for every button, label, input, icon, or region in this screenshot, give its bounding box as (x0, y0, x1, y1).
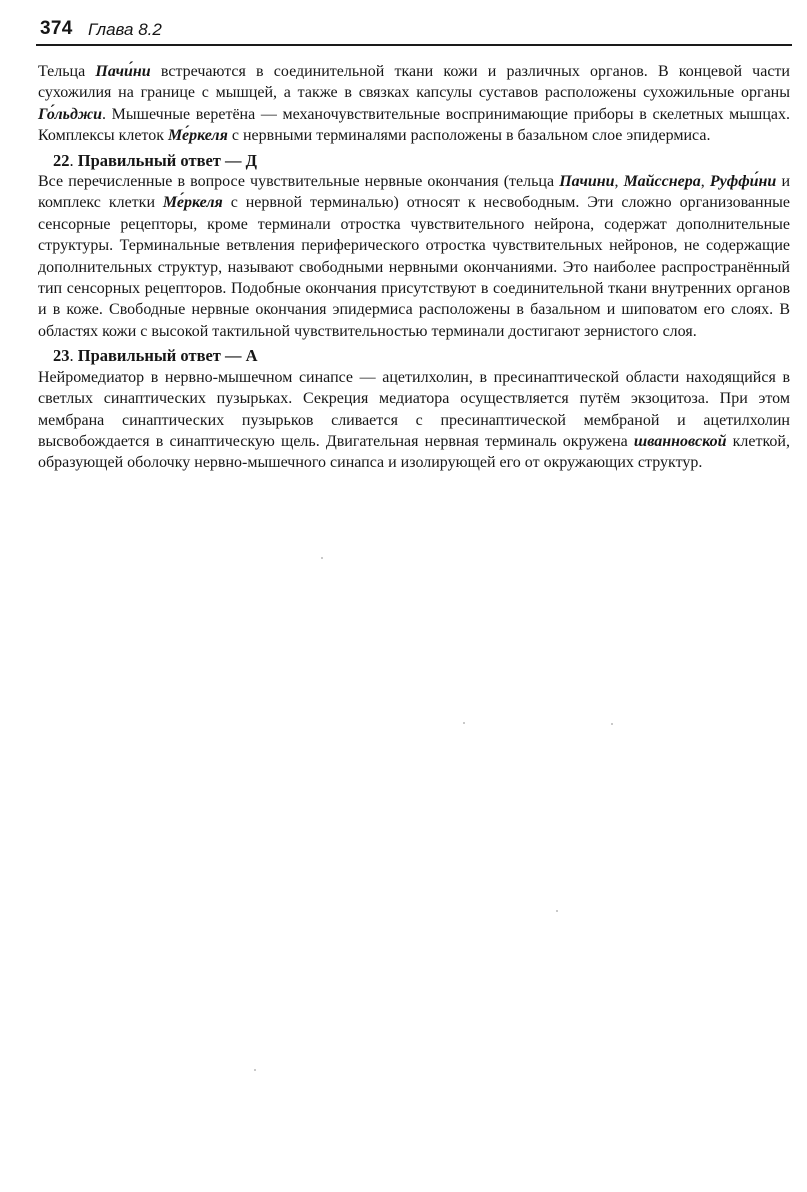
term-merkel: Ме́ркеля (162, 194, 223, 212)
answer-22-number: 22 (53, 150, 70, 170)
term-schwann: шванновской (633, 432, 727, 450)
answer-22-label: Правильный ответ — Д (77, 150, 258, 170)
term-golgi: Го́льджи (38, 105, 103, 123)
scan-speck (463, 722, 465, 724)
scan-speck (321, 557, 323, 559)
term-pacini: Пачини (559, 173, 615, 191)
page-header (36, 14, 792, 46)
answer-23-paragraph: Нейромедиатор в нервно-мышечном синапсе — ацетилхолин, в пресинаптической области находящийся в светлых синаптических пузырьках. Секреция медиатора осуществляется путём экзоцитоза. При этом мембрана синаптических пузырьков сливается с пресинаптической мембраной и ацетилхолин высвобождается в синаптическую щель. Двигательная нервная терминаль окружена шванновской клеткой, образующей оболочку нервно-мышечного синапса и изолирующей его от окружающих структур. (38, 368, 790, 472)
answer-22-paragraph: Все перечисленные в вопросе чувствительные нервные окончания (тельца Пачини, Майсснера, Руффи́ни и комплекс клетки Ме́ркеля с нервной терминалью) относят к несвободным. Эти сложно организованные сенсорные рецепторы, кроме терминали отростка чувствительного нейрона, содержат дополнительные структуры. Терминальные ветвления периферического отростка чувствительных нейронов, не содержащие дополнительных структур, называют свободными нервными окончаниями. Это наиболее распространённый тип сенсорных рецепторов. Подобные окончания присутствуют в соединительной ткани внутренних органов и в коже. Свободные нервные окончания эпидермиса расположены в базальном и шиповатом его слоях. В областях кожи с высокой тактильной чувствительностью терминали достигают зернистого слоя. (38, 173, 791, 340)
chapter-title: Глава 8.2 (88, 20, 162, 39)
answer-22-heading: 22. Правильный ответ — Д (53, 150, 258, 170)
term-meissner: Майсснера (623, 173, 701, 191)
answer-23-number: 23 (53, 346, 70, 366)
answer-23-heading: 23. Правильный ответ — А (53, 346, 258, 366)
intro-paragraph: Тельца Пачи́ни встречаются в соединительной ткани кожи и различных органов. В концевой части сухожилия на границе с мышцей, а также в связках капсулы суставов расположены сухожильные органы Го́льджи. Мышечные веретёна — механочувствительные воспринимающие приборы в скелетных мышцах. Комплексы клеток Ме́ркеля с нервными терминалями расположены в базальном слое эпидермиса. (38, 63, 790, 145)
page-content (38, 61, 790, 474)
term-merkel: Ме́ркеля (167, 127, 228, 145)
page-number: 374 (40, 18, 73, 39)
scan-speck (611, 723, 613, 725)
term-ruffini: Руффи́ни (709, 173, 777, 191)
answer-23-label: Правильный ответ — А (77, 346, 258, 366)
scan-speck (254, 1069, 256, 1071)
term-pacini: Пачи́ни (95, 63, 151, 80)
scan-speck (556, 910, 558, 912)
